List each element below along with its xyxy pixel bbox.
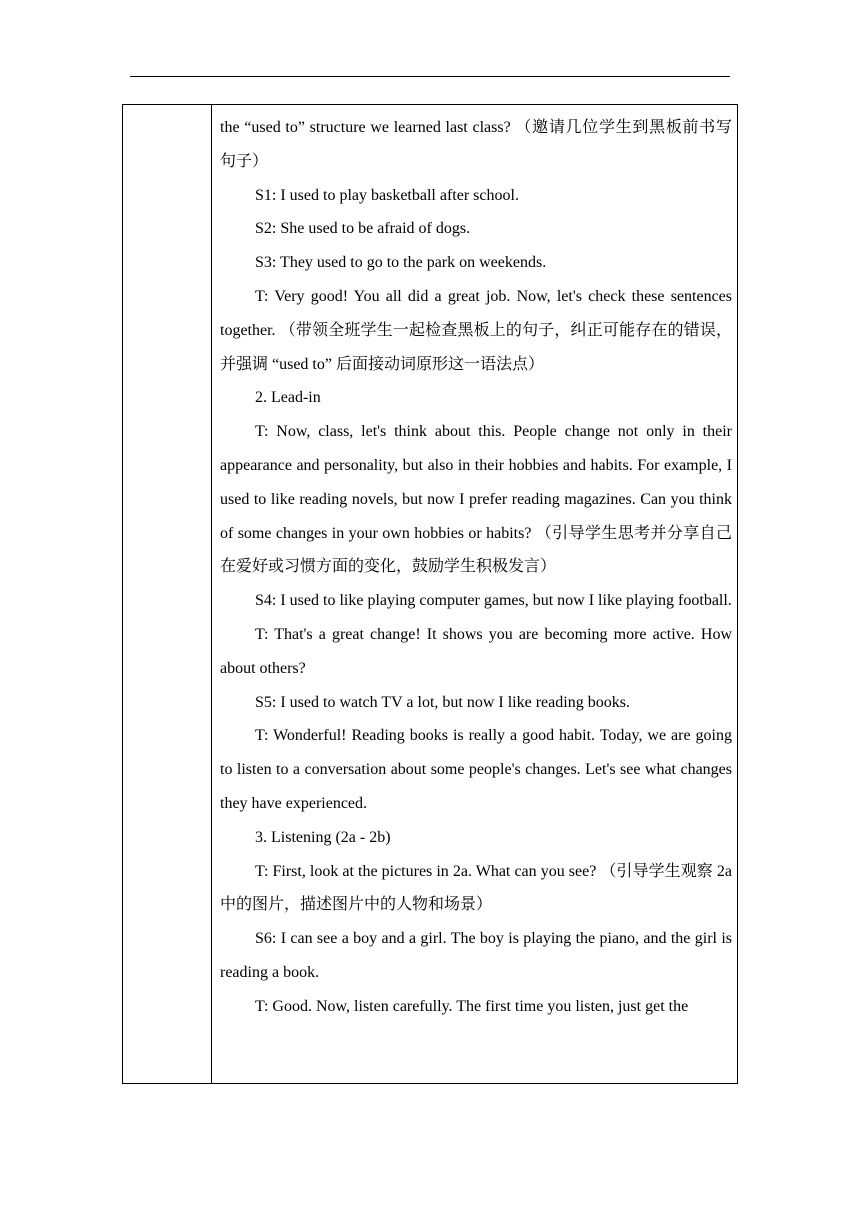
teacher-line: T: That's a great change! It shows you are becoming more active. How about others? [220, 625, 732, 677]
section-heading-lead-in: 2. Lead-in [255, 389, 321, 407]
student-line-s4: S4: I used to like playing computer games, but now I like playing football. [255, 592, 732, 610]
content-cell [220, 111, 732, 1024]
teacher-line: T: Very good! You all did a great job. Now, let's check these sentences together. （带领全班学生一起检查黑板上的句子，纠正可能存在的错误，并强调 “used to” 后面接动词原形这一语法点） [220, 287, 732, 373]
teacher-line: T: Now, class, let's think about this. People change not only in their appearance and personality, but also in their hobbies and habits. For example, I used to like reading novels, but now I prefer reading magazines. Can you think of some changes in your own hobbies or habits? （引导学生思考并分享自己在爱好或习惯方面的变化，鼓励学生积极发言） [220, 423, 732, 576]
student-line-s6: S6: I can see a boy and a girl. The boy is playing the piano, and the girl is reading a book. [220, 930, 732, 981]
paragraph-continued: the “used to” structure we learned last class? （邀请几位学生到黑板前书写句子） [220, 119, 732, 170]
teacher-line: T: Wonderful! Reading books is really a good habit. Today, we are going to listen to a conversation about some people's changes. Let's see what changes they have experienced. [220, 727, 732, 812]
student-line-s2: S2: She used to be afraid of dogs. [255, 220, 471, 238]
student-line-s1: S1: I used to play basketball after school. [255, 186, 519, 204]
lesson-table [122, 104, 738, 1084]
student-line-s5: S5: I used to watch TV a lot, but now I like reading books. [255, 693, 630, 711]
student-line-s3: S3: They used to go to the park on weekends. [255, 254, 547, 272]
header-rule [130, 76, 730, 77]
section-heading-listening: 3. Listening (2a - 2b) [255, 828, 391, 846]
left-column-cell [123, 105, 212, 1083]
teacher-line: T: Good. Now, listen carefully. The first time you listen, just get the [255, 997, 689, 1015]
teacher-line: T: First, look at the pictures in 2a. What can you see? （引导学生观察 2a 中的图片，描述图片中的人物和场景） [220, 862, 732, 914]
